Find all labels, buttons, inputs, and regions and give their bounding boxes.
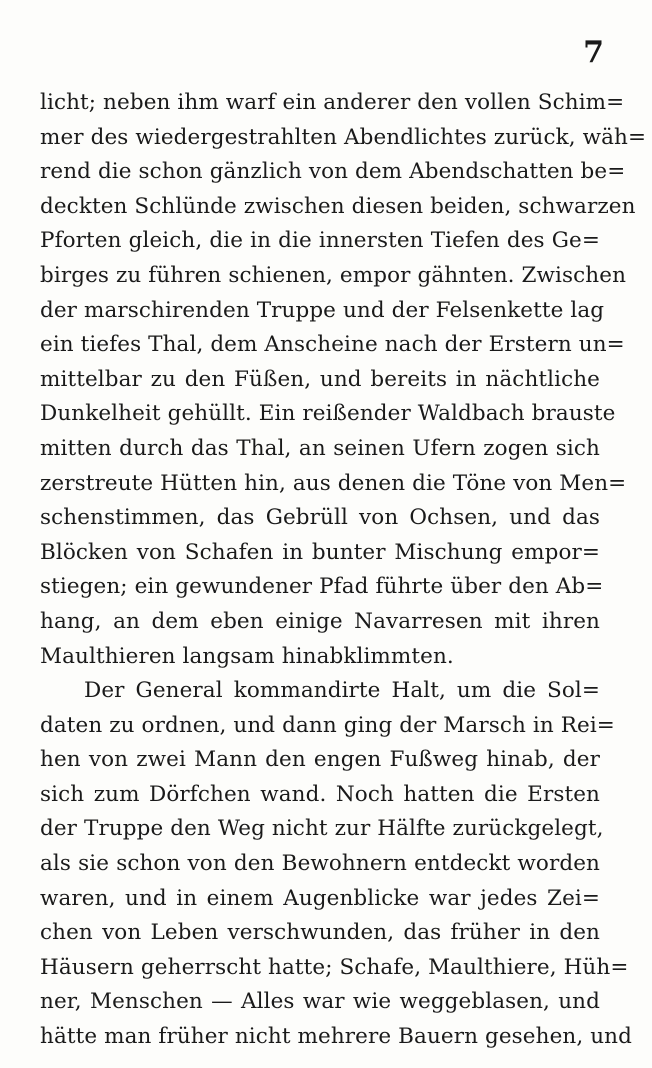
text-line: als sie schon von den Bewohnern entdeckt worden: [40, 851, 600, 877]
text-line: ner, Menschen — Alles war wie weggeblasen, und: [40, 989, 600, 1015]
text-line: hen von zwei Mann den engen Fußweg hinab, der: [40, 747, 600, 773]
text-line: mer des wiedergestrahlten Abendlichtes zurück, wäh=: [40, 124, 647, 150]
text-line: daten zu ordnen, und dann ging der Marsch in Rei=: [40, 712, 615, 738]
text-line: der Truppe den Weg nicht zur Hälfte zurückgelegt,: [40, 816, 604, 842]
text-line: Dunkelheit gehüllt. Ein reißender Waldbach brauste: [40, 401, 616, 427]
body-text: [40, 86, 647, 1055]
paragraph-end-line: Maulthieren langsam hinabklimmten.: [40, 643, 454, 669]
text-line: deckten Schlünde zwischen diesen beiden, schwarzen: [40, 193, 636, 219]
text-line: hang, an dem eben einige Navarresen mit ihren: [40, 608, 600, 634]
text-line: hätte man früher nicht mehrere Bauern gesehen, und: [40, 1024, 632, 1050]
text-line: sich zum Dörfchen wand. Noch hatten die Ersten: [40, 781, 600, 807]
text-line: mittelbar zu den Füßen, und bereits in nächtliche: [40, 366, 600, 392]
text-line: zerstreute Hütten hin, aus denen die Töne von Men=: [40, 470, 627, 496]
text-line: licht; neben ihm warf ein anderer den vollen Schim=: [40, 90, 625, 115]
text-line: stiegen; ein gewundener Pfad führte über den Ab=: [40, 574, 604, 600]
page-number: 7: [583, 35, 604, 70]
text-line: rend die schon gänzlich von dem Abendschatten be=: [40, 159, 626, 185]
paragraph-start-line: Der General kommandirte Halt, um die Sol=: [84, 678, 600, 704]
text-line: Häusern geherrscht hatte; Schafe, Maulthiere, Hüh=: [40, 954, 629, 980]
text-line: Pforten gleich, die in die innersten Tiefen des Ge=: [40, 228, 600, 254]
text-line: schenstimmen, das Gebrüll von Ochsen, und das: [40, 505, 600, 531]
text-line: Blöcken von Schafen in bunter Mischung empor=: [40, 539, 600, 565]
text-line: birges zu führen schienen, empor gähnten. Zwischen: [40, 262, 627, 288]
text-line: chen von Leben verschwunden, das früher in den: [40, 920, 600, 946]
text-line: der marschirenden Truppe und der Felsenkette lag: [40, 297, 605, 323]
text-line: waren, und in einem Augenblicke war jedes Zei=: [40, 885, 600, 911]
text-line: ein tiefes Thal, dem Anscheine nach der Erstern un=: [40, 332, 625, 358]
text-line: mitten durch das Thal, an seinen Ufern zogen sich: [40, 435, 600, 461]
